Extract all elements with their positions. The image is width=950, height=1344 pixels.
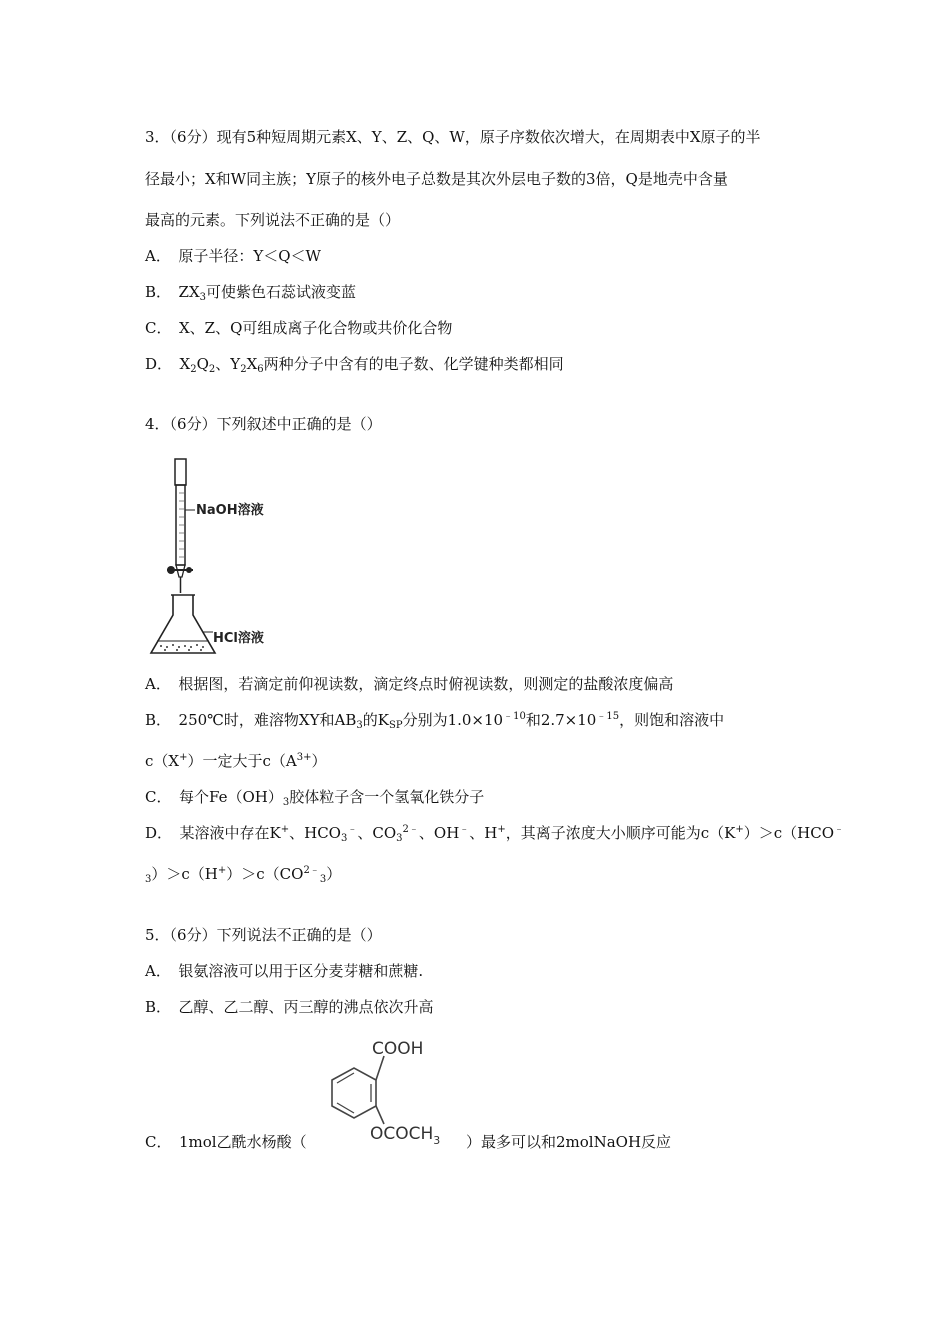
titration-figure [145, 455, 280, 665]
q5-option-a: A． 银氨溶液可以用于区分麦芽糖和蔗糖. [145, 962, 424, 980]
q3-option-c: C． X、Z、Q可组成离子化合物或共价化合物 [145, 319, 453, 337]
q3-stem-line3: 最高的元素。下列说法不正确的是（） [145, 211, 401, 229]
q3-option-d: D． $X_2Q_2$、$Y_2X_6$两种分子中含有的电子数、化学键种类都相同 [145, 355, 564, 375]
q4-option-d-cont: $_3)>c(H^+)>c(CO^{2﹣}_3)$ [145, 865, 342, 885]
naoh-label: NaOH溶液 [196, 503, 264, 518]
q5-stem: 5．（6分）下列说法不正确的是（） [145, 926, 382, 944]
q4-option-b: B． 250℃时，难溶物XY和$AB_3$的$K_{SP}$分别为$1.0\times 10^{﹣10}$和$2.7\times 10^{﹣15}$，则饱和溶液中 [145, 711, 725, 731]
q3-stem-line1: 3．（6分）现有5种短周期元素X、Y、Z、Q、W，原子序数依次增大，在周期表中X原子的半 [145, 128, 761, 146]
ococh3-label: $OCOCH_3$ [370, 1124, 441, 1147]
q3-option-b: B． $ZX_3$可使紫色石蕊试液变蓝 [145, 283, 357, 303]
q4-stem: 4．（6分）下列叙述中正确的是（） [145, 415, 382, 433]
q5-option-c-suffix: ）最多可以和2molNaOH反应 [466, 1133, 672, 1151]
q4-option-a: A． 根据图，若滴定前仰视读数，滴定终点时俯视读数，则测定的盐酸浓度偏高 [145, 675, 674, 693]
q4-option-d: D． 某溶液中存在K+、$HCO_3^﹣$、$CO_3^{2﹣}$、OH﹣、H+，其离子浓度大小顺序可能为c（K+）＞c（HCO﹣ [145, 824, 845, 844]
q4-option-c: C． 每个$Fe(OH)_3$胶体粒子含一个氢氧化铁分子 [145, 788, 485, 808]
hcl-label: HCl溶液 [213, 631, 264, 646]
cooh-label: COOH [372, 1039, 424, 1059]
acetylsalicylic-acid-structure [300, 1030, 470, 1152]
q4-option-b-cont: c（X+）一定大于$c(A^{3+})$ [145, 752, 327, 770]
q3-stem-line2: 径最小；X和W同主族；Y原子的核外电子总数是其次外层电子数的3倍，Q是地壳中含量 [145, 170, 728, 188]
q3-option-a: A． 原子半径：Y＜Q＜W [145, 247, 321, 265]
q5-option-b: B． 乙醇、乙二醇、丙三醇的沸点依次升高 [145, 998, 434, 1016]
q5-option-c-prefix: C． 1mol乙酰水杨酸（ [145, 1133, 307, 1151]
